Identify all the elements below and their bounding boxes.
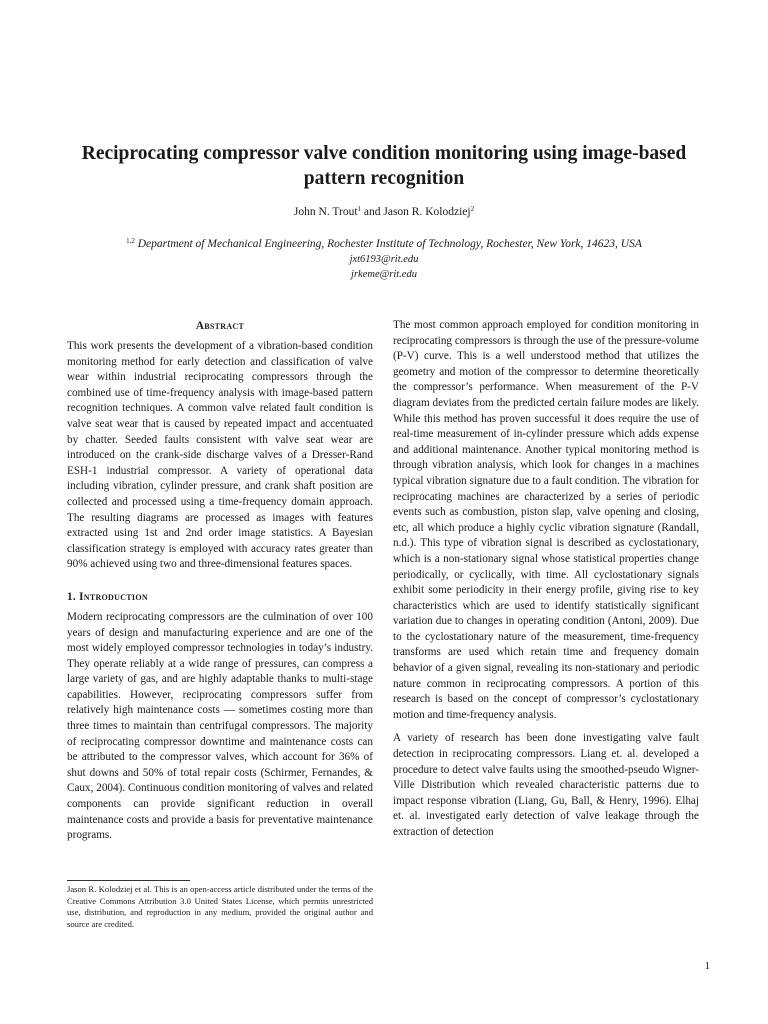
body-paragraph: The most common approach employed for condition monitoring in reciprocating compressors is through the use of the pressure-volume (P-V) curve. This is a well understood method that utilizes the geometry and motion of the compressor to determine theoretically the compressor’s performance. When measurement of the P-V diagram deviates from the predicted certain failure modes are likely. While this method has proven successful it does require the use of real-time measurement of in-cylinder pressure which adds expense and additional maintenance. Another typical monitoring method is through vibration analysis, which look for changes in a machines typical vibration signature due to a fault condition. The vibration for reciprocating machines are characterized by a series of periodic events such as combustion, piston slap, valve opening and closing, etc, all which produce a highly cyclic vibration signature (Randall, n.d.). This type of vibration signal is described as cyclostationary, which is a non-stationary signal whose statistical properties change periodically, or cyclically, with time. All cyclostationary signals exhibit some periodicity in their energy profile, giving rise to key characteristics which are used to identify statistically significant variation due to changes in operating condition (Antoni, 2009). Due to the cyclostationary nature of the measurement, time-frequency transforms are used which retain time and frequency domain behavior of a given signal, revealing its non-stationary and periodic nature common in reciprocating compressors. A portion of this research is based on the concept of compressor’s cyclostationary motion and time-frequency analysis. (393, 319, 699, 721)
email-address: jxt6193@rit.edu (349, 254, 419, 265)
abstract-text: This work presents the development of a vibration-based condition monitoring method for early detection and classification of valve wear within industrial reciprocating compressors through the combined use of time-frequency analysis with image-based pattern recognition techniques. A common valve related fault condition is valve seat wear that is caused by repeated impact and accentuated by chatter. Seeded faults consistent with valve seat wear are introduced on the crank-side discharge valves of a Dresser-Rand ESH-1 industrial compressor. A variety of operational data including vibration, cylinder pressure, and crank shaft position are collected and processed using a time-frequency domain approach. The resulting diagrams are processed as images with features extracted using 1st and 2nd order image statistics. A Bayesian classification strategy is employed with accuracy rates greater than 90% achieved using two and three-dimensional features spaces. (67, 340, 373, 571)
email-address: jrkeme@rit.edu (351, 269, 417, 280)
body-paragraph: A variety of research has been done investigating valve fault detection in reciprocating compressors. Liang et. al. developed a procedure to detect valve faults using the smoothed-pseudo Wigner-Ville Distribution which revealed characteristic patterns due to impact response vibration (Liang, Gu, Ball, & Henry, 1996). Elhaj et. al. investigated early detection of valve leakage through the extraction of detection (393, 732, 699, 838)
author-line (60, 205, 708, 220)
abstract-heading: Abstract (195, 320, 245, 332)
author-name: John N. Trout (293, 206, 358, 218)
affiliation-superscript: 1,2 (126, 237, 135, 245)
author-superscript: 2 (470, 205, 475, 213)
right-column (393, 318, 699, 849)
author-conjunction: and (361, 206, 384, 218)
page-number: 1 (704, 960, 710, 972)
author-name: Jason R. Kolodziej (383, 206, 471, 218)
paper-title: Reciprocating compressor valve condition monitoring using image-based pattern recognition (81, 143, 687, 189)
affiliation-text: Department of Mechanical Engineering, Rochester Institute of Technology, Rochester, New York, 14623, USA (137, 238, 642, 250)
footnote-rule (67, 880, 190, 881)
left-column (67, 318, 373, 852)
introduction-heading: 1. Introduction (67, 590, 148, 603)
body-paragraph: Modern reciprocating compressors are the culmination of over 100 years of design and manufacturing experience and are one of the most widely employed compressor technologies in today’s industry. They operate reliably at a wide range of pressures, can compress a large variety of gas, and are highly adaptable thanks to multi-stage capabilities. However, reciprocating compressors suffer from relatively high maintenance costs — sometimes costing more than three times to maintain than centrifugal compressors. The majority of reciprocating compressor downtime and maintenance costs can be attributed to the compressor valves, which account for 36% of shut downs and 50% of total repair costs (Schirmer, Fernandes, & Caux, 2004). Continuous condition monitoring of valves and related components can provide significant reduction in overall maintenance costs and provide a basis for preventative maintenance programs. (67, 610, 373, 842)
author-superscript: 1 (357, 205, 362, 213)
affiliation (60, 237, 708, 252)
license-footnote: Jason R. Kolodziej et al. This is an open-access article distributed under the terms of the Creative Commons Attribution 3.0 United States License, which permits unrestricted use, distribution, and reproduction in any medium, provided the original author and source are credited. (67, 884, 373, 929)
